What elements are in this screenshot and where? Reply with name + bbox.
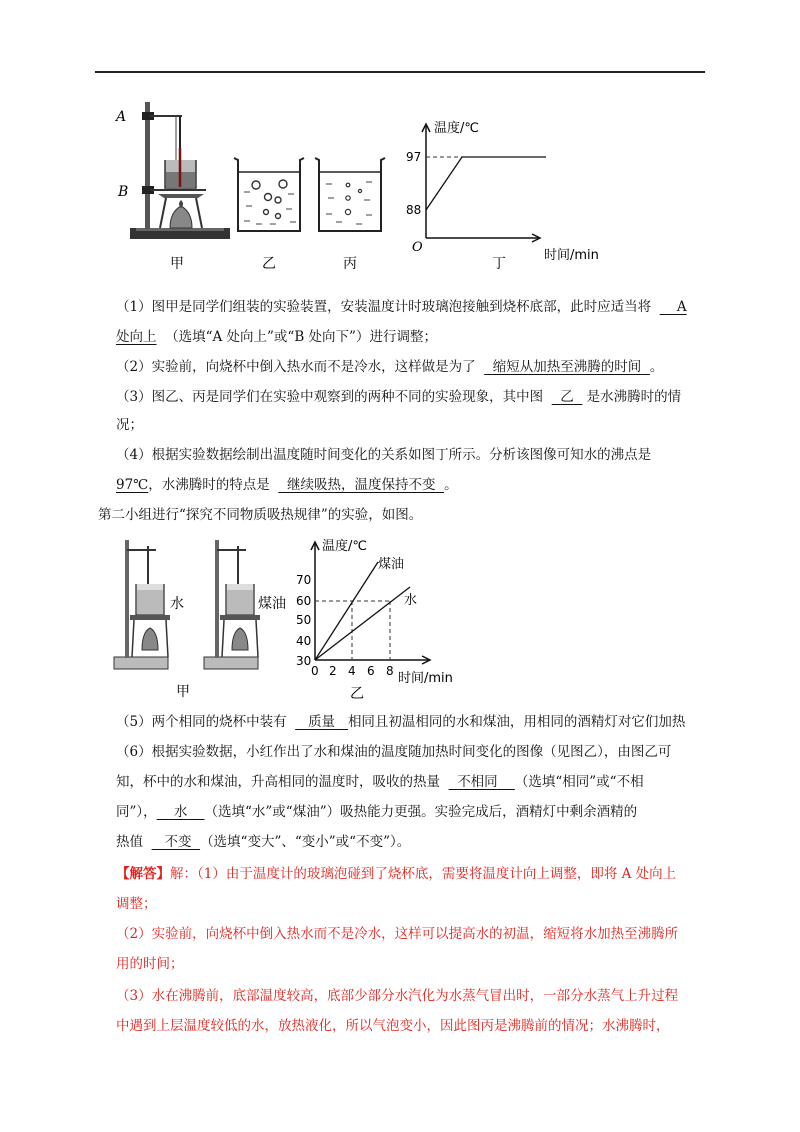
graph-yi-xlabel: 时间/min (398, 671, 453, 686)
q1-answer-part1: A (676, 299, 687, 315)
graph-yi-xtick-2: 2 (329, 664, 337, 678)
series-kerosene-label: 煤油 (378, 557, 405, 572)
header-rule (95, 71, 705, 73)
caption-bing: 丙 (343, 256, 357, 272)
series-water-line (315, 587, 410, 660)
graph-yi (296, 538, 453, 702)
caption-jia-2: 甲 (176, 684, 190, 700)
q4-answer-feature: 继续吸热，温度保持不变 (286, 477, 436, 493)
figure-1 (110, 88, 620, 278)
q1-line2: 处向上 （选填“A 处向上”或“B 处向下”）进行调整； (116, 329, 437, 345)
caption-ding: 丁 (492, 256, 506, 272)
graph-ding-ylabel: 温度/℃ (434, 121, 479, 136)
series-water-label: 水 (404, 593, 418, 608)
label-B: B (118, 184, 129, 200)
q5-answer: 质量 (308, 714, 336, 730)
label-water: 水 (170, 596, 184, 612)
q6-answer-calorific: 不变 (164, 834, 192, 850)
q3-line2: 况； (116, 417, 143, 433)
q5-line: （5）两个相同的烧杯中装有 质量 相同且初温相同的水和煤油，用相同的酒精灯对它们加热 (116, 714, 686, 730)
q6-line1: （6）根据实验数据，小红作出了水和煤油的温度随加热时间变化的图像（见图乙），由图乙可 (116, 744, 672, 760)
graph-ding (406, 120, 599, 272)
graph-yi-xtick-6: 6 (367, 664, 375, 678)
q6-line4: 热值 不变 （选填“变大”、“变小”或“不变”）。 (116, 834, 411, 850)
q6-answer-substance: 水 (173, 804, 188, 820)
graph-ding-tick-97: 97 (406, 150, 422, 164)
solution-line4: 用的时间； (116, 956, 184, 972)
graph-yi-tick-40: 40 (296, 634, 312, 648)
beaker-yi (234, 158, 304, 272)
graph-yi-ylabel: 温度/℃ (322, 539, 367, 554)
graph-yi-tick-30: 30 (296, 654, 312, 668)
apparatus-water (114, 540, 184, 669)
graph-yi-xtick-0: 0 (311, 664, 319, 678)
q4-answer-boiling-point: 97℃ (116, 477, 149, 493)
caption-yi-2: 乙 (350, 686, 364, 702)
q4-line2: 97℃，水沸腾时的特点是 继续吸热，温度保持不变 。 (116, 477, 458, 493)
figure-2 (110, 532, 480, 702)
graph-yi-tick-50: 50 (296, 613, 312, 627)
solution-line5: （3）水在沸腾前，底部温度较高，底部少部分水汽化为水蒸气冒出时，一部分水蒸气上升过程 (116, 988, 679, 1004)
q4-line1: （4）根据实验数据绘制出温度随时间变化的关系如图丁所示。分析该图像可知水的沸点是 (116, 447, 652, 463)
q6-line2: 知，杯中的水和煤油，升高相同的温度时，吸收的热量 不相同 （选填“相同”或“不相 (116, 774, 644, 790)
apparatus-jia (114, 102, 230, 272)
q2-line: （2）实验前，向烧杯中倒入热水而不是冷水，这样做是为了 缩短从加热至沸腾的时间 。 (116, 359, 664, 375)
graph-ding-origin: O (412, 240, 423, 255)
q3-answer: 乙 (560, 389, 574, 405)
caption-jia: 甲 (170, 256, 184, 272)
solution-line6: 中遇到上层温度较低的水，放热液化，所以气泡变小，因此图丙是沸腾前的情况；水沸腾时， (116, 1018, 670, 1034)
q1-answer-part2: 处向上 (116, 329, 157, 345)
series-kerosene-line (315, 562, 378, 660)
apparatus-kerosene (204, 540, 286, 669)
q1-line1: （1）图甲是同学们组装的实验装置，安装温度计时玻璃泡接触到烧杯底部，此时应适当将 A (116, 299, 687, 315)
label-kerosene: 煤油 (258, 596, 286, 612)
graph-ding-line (426, 157, 546, 210)
q3-line1: （3）图乙、丙是同学们在实验中观察到的两种不同的实验现象，其中图 乙 是水沸腾时的情 (116, 389, 682, 405)
label-A: A (116, 109, 127, 125)
group2-intro: 第二小组进行“探究不同物质吸热规律”的实验，如图。 (98, 507, 423, 523)
graph-yi-tick-70: 70 (296, 573, 312, 587)
beaker-bing (315, 158, 385, 272)
q2-answer: 缩短从加热至沸腾的时间 (492, 359, 642, 375)
solution-line3: （2）实验前，向烧杯中倒入热水而不是冷水，这样可以提高水的初温，缩短将水加热至沸腾所 (116, 926, 679, 942)
caption-yi: 乙 (262, 256, 276, 272)
graph-yi-tick-60: 60 (296, 594, 312, 608)
q6-answer-heat: 不相同 (457, 774, 498, 790)
graph-yi-xtick-4: 4 (348, 664, 356, 678)
q6-line3: 同”）， 水 （选填“水”或“煤油”）吸热能力更强。实验完成后，酒精灯中剩余酒精的 (116, 804, 638, 820)
solution-line2: 调整； (116, 896, 157, 912)
graph-ding-xlabel: 时间/min (544, 248, 599, 263)
graph-yi-xtick-8: 8 (386, 664, 394, 678)
solution-tag: 【解答】 (116, 866, 170, 882)
graph-ding-tick-88: 88 (406, 203, 422, 217)
solution-line1: 【解答】解：（1）由于温度计的玻璃泡碰到了烧杯底，需要将温度计向上调整，即将 A 处向上 (116, 866, 677, 882)
